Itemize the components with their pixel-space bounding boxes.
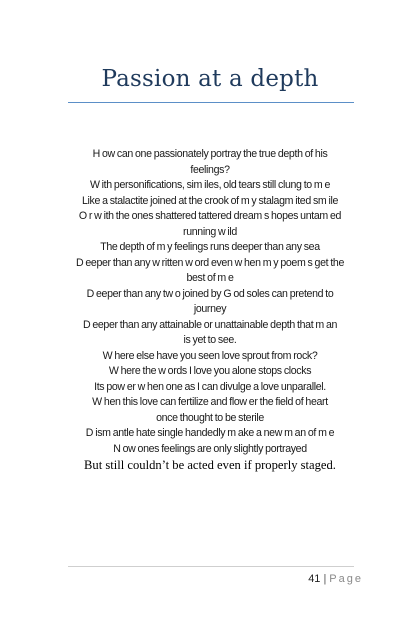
page-label: Page (329, 573, 363, 585)
footer-divider (68, 566, 354, 567)
poem-line: is yet to see. (183, 334, 237, 346)
page-footer (308, 573, 363, 585)
poem-line: D eeper than any w ritten w ord even w hen m y poem s get the (75, 256, 345, 269)
poem-line: O r w ith the ones shattered tattered dream s hopes untam ed (78, 210, 342, 222)
title-underline (68, 102, 354, 103)
poem-title: Passion at a depth (101, 66, 319, 92)
poem-line: running w ild (183, 225, 237, 238)
poem-line: D ism antle hate single handedly m ake a new m an of m e (85, 427, 335, 439)
poem-line: H ow can one passionately portray the true depth of his (92, 148, 328, 160)
poem-line: W ith personifications, sim iles, old tears still clung to m e (89, 179, 331, 191)
poem-line: But still couldn’t be acted even if properly staged. (84, 458, 336, 472)
poem-line: N ow ones feelings are only slightly portrayed (113, 442, 307, 455)
poem-line: The depth of m y feelings runs deeper than any sea (100, 241, 320, 253)
poem-line: D eeper than any tw o joined by G od soles can pretend to (86, 287, 334, 300)
poem-line: W here else have you seen love sprout from rock? (102, 349, 318, 362)
poem-line: Its pow er w hen one as I can divulge a love unparallel. (94, 380, 326, 393)
page-number: 41 (308, 573, 321, 585)
page-separator: | (323, 573, 327, 585)
poem-line: feelings? (190, 163, 230, 176)
poem-line: Like a stalactite joined at the crook of m y stalagm ited sm ile (81, 194, 339, 207)
poem-line: W hen this love can fertilize and flow er the field of heart (92, 396, 328, 408)
poem-body (62, 147, 358, 473)
poem-line: W here the w ords I love you alone stops clocks (108, 365, 312, 377)
poem-line: best of m e (186, 272, 234, 284)
poem-line: journey (193, 303, 227, 315)
poem-line: once thought to be sterile (156, 411, 264, 424)
poem-line: D eeper than any attainable or unattainable depth that m an (82, 318, 338, 331)
